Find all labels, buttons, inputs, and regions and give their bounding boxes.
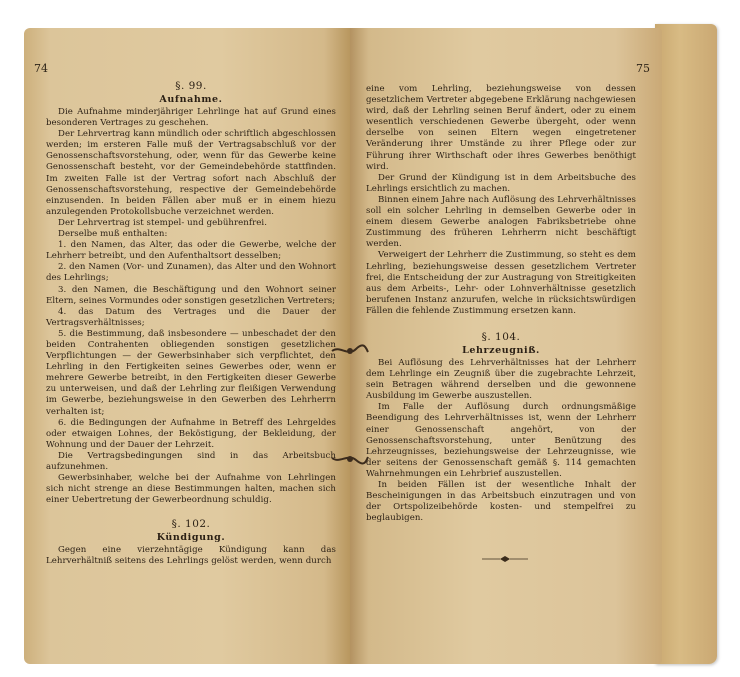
paragraph: Bei Auflösung des Lehrverhältnisses hat der Lehrherr dem Lehrlinge ein Zeugniß über die zugebrachte Lehrzeit, sein Betragen während derselben und die gewonnene Ausbildung im Gewerbe auszustellen. [366, 357, 636, 402]
back-cover-edge [655, 24, 717, 664]
list-item: 1. den Namen, das Alter, das oder die Gewerbe, welche der Lehrherr betreibt, und den Aufenthaltsort desselben; [46, 240, 336, 262]
list-item: 6. die Bedingungen der Aufnahme in Betreff des Lehrgeldes oder etwaigen Lohnes, der Beköstigung, der Bekleidung, der Wohnung und der Dauer der Lehrzeit. [46, 417, 336, 450]
paragraph: Die Vertragsbedingungen sind in das Arbeitsbuch aufzunehmen. [46, 450, 336, 472]
list-item: 2. den Namen (Vor- und Zunamen), das Alter und den Wohnort des Lehrlings; [46, 262, 336, 284]
ornament-divider-icon [480, 555, 530, 563]
paragraph: Im Falle der Auflösung durch ordnungsmäßige Beendigung des Lehrverhältnisses ist, wenn der Lehrherr einer Genossenschaft angehört, von der Genossenschaftsvorstehung, unter Benützung des Lehrzeugnisses, beziehungsweise der Lehrzeugnisse, wie der seitens der Genossenschaft gemäß §. 114 gemachten Wahrnehmungen ein Lehrbrief auszustellen. [366, 402, 636, 479]
paragraph: Der Lehrvertrag kann mündlich oder schriftlich abgeschlossen werden; im ersteren Falle muß der Vertragsabschluß vor der Genossenschaftsvorstehung, oder, wenn für das Gewerbe keine Genossenschaft besteht, vor der Gemeindebehörde stattfinden. Im zweiten Falle ist der Vertrag sofort nach Abschluß der Genossenschaftsvorstehung, respective der Gemeindebehörde einzusenden. In beiden Fällen aber muß er in einem hiezu anzulegenden Protokollsbuche verzeichnet werden. [46, 129, 336, 217]
paragraph: Gewerbsinhaber, welche bei der Aufnahme von Lehrlingen sich nicht strenge an diese Bestimmungen halten, machen sich einer Uebertretung der Gewerbeordnung schuldig. [46, 473, 336, 506]
binding-hole [347, 456, 353, 462]
paragraph: Die Aufnahme minderjähriger Lehrlinge hat auf Grund eines besonderen Vertrages zu geschehen. [46, 107, 336, 129]
list-item: 3. den Namen, die Beschäftigung und den Wohnort seiner Eltern, seines Vormundes oder sonstigen gesetzlichen Vertreters; [46, 284, 336, 306]
section-title-aufnahme: Aufnahme. [159, 94, 223, 105]
paragraph: Der Lehrvertrag ist stempel- und gebührenfrei. [58, 217, 267, 228]
paragraph: Derselbe muß enthalten: [58, 229, 168, 240]
section-title-kuendigung: Kündigung. [156, 532, 226, 544]
paragraph: Binnen einem Jahre nach Auflösung des Lehrverhältnisses soll ein solcher Lehrling in demselben Gewerbe oder in einem diesem Gewerbe analogen Fabriksbetriebe ohne Zustimmung des früheren Lehrherrn nicht beschäftigt werden. [366, 194, 636, 250]
list-item: 4. das Datum des Vertrages und die Dauer der Vertragsverhältnisses; [46, 306, 336, 328]
paragraph: In beiden Fällen ist der wesentliche Inhalt der Bescheinigungen in das Arbeitsbuch einzutragen und von der Ortspolizeibehörde kosten- und stempelfrei zu beglaubigen. [366, 480, 636, 524]
section-title-lehrzeugniss: Lehrzeugniß. [462, 344, 540, 356]
paragraph: Gegen eine vierzehntägige Kündigung kann das Lehrverhältniß seitens des Lehrlings gelöst werden, wenn durch [46, 545, 336, 567]
list-item: 5. die Bestimmung, daß insbesondere — unbeschadet der den beiden Contrahenten obliegenden sonstigen gesetzlichen Verpflichtungen — der Gewerbsinhaber sich verpflichtet, den Lehrling in den Fertigkeiten seines Gewerbes oder, wenn er mehrere Gewerbe betreibt, in den Fertigkeiten dieser Gewerbe zu unterweisen, und daß der Lehrling zur fleißigen Verwendung im Gewerbe, beziehungsweise in den Gewerben des Lehrherrn verhalten ist; [46, 328, 336, 417]
section-heading-99: §. 99. [175, 80, 207, 92]
section-heading-104: §. 104. [481, 330, 521, 343]
section-heading-102: §. 102. [171, 518, 211, 531]
paragraph: Verweigert der Lehrherr die Zustimmung, so steht es dem Lehrling, beziehungsweise dessen gesetzlichem Vertreter frei, die Entscheidung der zur Austragung von Streitigkeiten aus dem Arbeits-, Lehr- oder Lohnverhältnisse gesetzlich berufenen Instanz anzurufen, welche in rücksichtswürdigen Fällen die fehlende Zustimmung ersetzen kann. [366, 250, 636, 316]
binding-hole [347, 348, 353, 354]
left-page [24, 28, 350, 664]
right-page [350, 28, 662, 664]
paragraph: eine vom Lehrling, beziehungsweise von dessen gesetzlichem Vertreter abgegebene Erklärung nachgewiesen wird, daß der Lehrling seinen Beruf ändert, oder zu einem wesentlich verschiedenen Gewerbe übergeht, oder wenn derselbe von seinen Eltern wegen eingetretener Veränderung ihrer Umstände zu ihrer Pflege oder zur Führung ihrer Wirthschaft oder ihres Gewerbes benöthigt wird. [366, 84, 636, 172]
page-number-right: 75 [636, 62, 650, 75]
paragraph: Der Grund der Kündigung ist in dem Arbeitsbuche des Lehrlings ersichtlich zu machen. [366, 172, 636, 194]
page-number-left: 74 [34, 62, 48, 75]
